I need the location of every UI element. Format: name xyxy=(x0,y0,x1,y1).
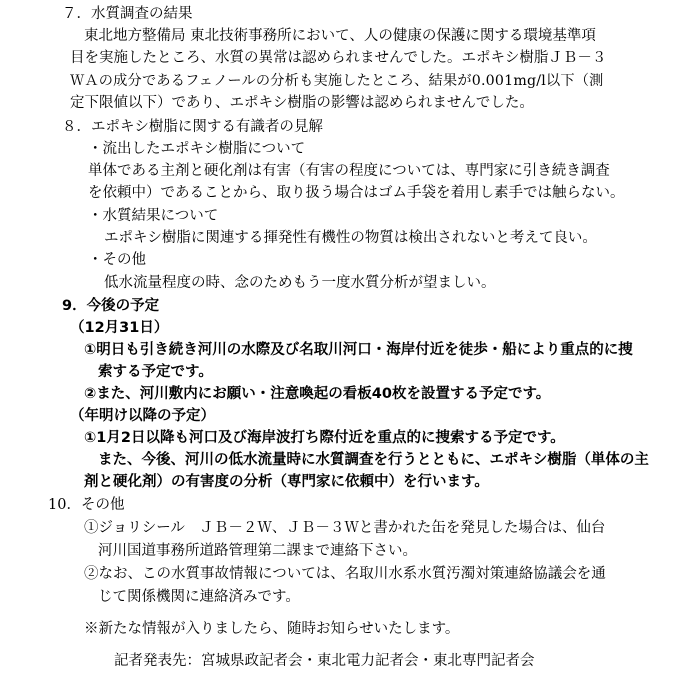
list-item: ①明日も引き続き河川の水際及び名取川河口・海岸付近を徒歩・船により重点的に捜 xyxy=(84,342,633,358)
paragraph-line: 単体である主剤と硬化剤は有害（有害の程度については、専門家に引き続き調査 xyxy=(88,163,610,179)
paragraph-line: 東北地方整備局 東北技術事務所において、人の健康の保護に関する環境基準項 xyxy=(84,28,596,44)
list-item: ②また、河川敷内にお願い・注意喚起の看板40枚を設置する予定です。 xyxy=(84,386,551,402)
paragraph-line: エポキシ樹脂に関連する揮発性有機性の物質は検出されないと考えて良い。 xyxy=(104,230,597,246)
section-7-heading: ７．水質調査の結果 xyxy=(62,6,193,22)
paragraph-line: 目を実施したところ、水質の異常は認められませんでした。エポキシ樹脂ＪＢ－３ xyxy=(70,50,607,66)
subheading: ・水質結果について xyxy=(88,208,219,224)
list-item-continued: 剤と硬化剤）の有害度の分析（専門家に依頼中）を行います。 xyxy=(84,474,489,490)
period-heading: （年明け以降の予定） xyxy=(70,408,215,424)
subheading: ・その他 xyxy=(88,252,146,268)
notice-text: ※新たな情報が入りましたら、随時お知らせいたします。 xyxy=(84,621,460,637)
subheading: ・流出したエポキシ樹脂について xyxy=(88,141,306,157)
list-item-continued: じて関係機関に連絡済みです。 xyxy=(98,589,300,605)
list-item: ①1月2日以降も河口及び海岸波打ち際付近を重点的に捜索する予定です。 xyxy=(84,430,565,446)
list-item: また、今後、河川の低水流量時に水質調査を行うとともに、エポキシ樹脂（単体の主 xyxy=(98,452,649,468)
section-8-heading: ８．エポキシ樹脂に関する有識者の見解 xyxy=(62,119,323,135)
paragraph-line: 定下限値以下）であり、エポキシ樹脂の影響は認められませんでした。 xyxy=(70,95,534,111)
list-item: ①ジョリシール ＪＢ－２Ｗ、ＪＢ－３Ｗと書かれた缶を発見した場合は、仙台 xyxy=(84,520,606,536)
list-item-continued: 索する予定です。 xyxy=(98,364,213,380)
list-item: ②なお、この水質事故情報については、名取川水系水質汚濁対策連絡協議会を通 xyxy=(84,566,606,582)
paragraph-line: ＷＡの成分であるフェノールの分析も実施したところ、結果が0.001mg/l以下（測 xyxy=(70,73,604,89)
paragraph-line: 低水流量程度の時、念のためもう一度水質分析が望ましい。 xyxy=(104,275,496,291)
period-heading: （12月31日） xyxy=(70,320,169,336)
paragraph-line: を依頼中）であることから、取り扱う場合はゴム手袋を着用し素手では触らない。 xyxy=(88,185,625,201)
press-release-recipients: 記者発表先：宮城県政記者会・東北電力記者会・東北専門記者会 xyxy=(114,653,535,669)
section-9-heading: 9．今後の予定 xyxy=(62,298,160,314)
section-10-heading: 10．その他 xyxy=(48,497,125,513)
list-item-continued: 河川国道事務所道路管理第二課まで連絡下さい。 xyxy=(98,543,417,559)
